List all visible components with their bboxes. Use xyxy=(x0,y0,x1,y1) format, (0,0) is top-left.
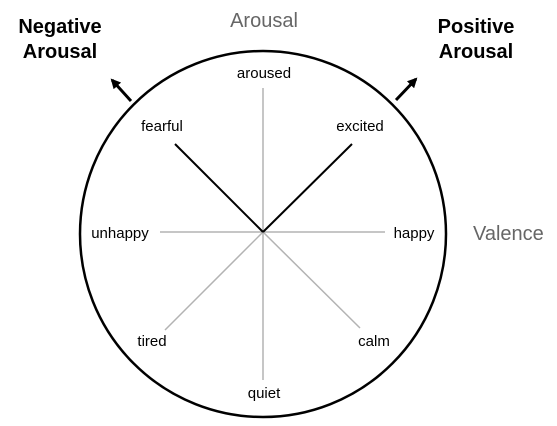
emotion-label-fearful: fearful xyxy=(141,118,183,135)
emotion-label-excited: excited xyxy=(336,118,384,135)
spoke-calm xyxy=(263,232,360,328)
spoke-fearful xyxy=(175,144,263,232)
positive-arousal-arrow xyxy=(396,79,416,100)
arousal-axis-title: Arousal xyxy=(230,10,298,32)
positive-arousal-label-line2: Arousal xyxy=(438,41,514,63)
negative-arousal-label-line1: Negative xyxy=(18,16,102,38)
emotion-label-happy: happy xyxy=(393,225,435,242)
spoke-excited xyxy=(263,144,352,232)
emotion-label-calm: calm xyxy=(358,333,390,350)
negative-arousal-arrow xyxy=(112,80,131,101)
emotion-label-quiet: quiet xyxy=(247,385,281,402)
positive-arousal-label-line1: Positive xyxy=(437,16,515,38)
negative-arousal-label-line2: Arousal xyxy=(22,41,98,63)
spoke-tired xyxy=(165,232,263,330)
emotion-label-tired: tired xyxy=(137,333,167,350)
emotion-label-unhappy: unhappy xyxy=(91,225,149,242)
valence-axis-title: Valence xyxy=(473,223,544,245)
emotion-label-aroused: aroused xyxy=(236,65,292,82)
